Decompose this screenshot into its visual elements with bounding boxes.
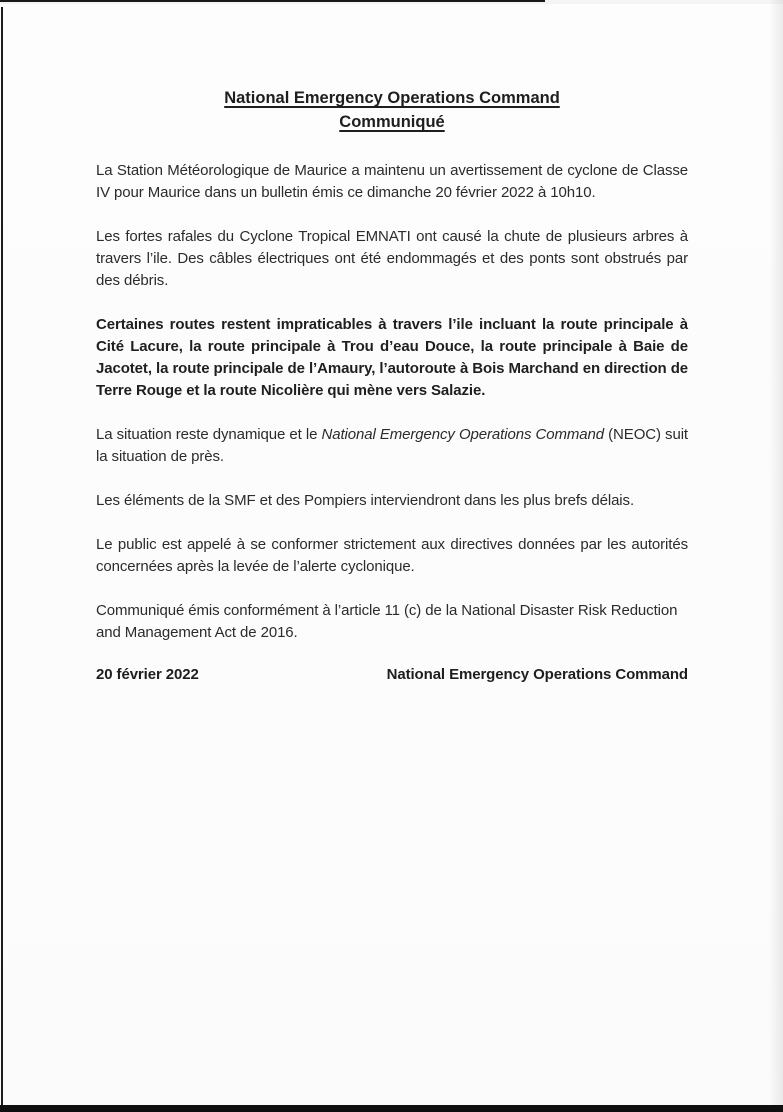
scan-edge-left-line: [1, 7, 3, 1112]
scan-edge-right-shadow: [769, 0, 783, 1112]
document-header: [96, 86, 688, 134]
document-subtitle: Communiqué: [339, 113, 445, 131]
scan-edge-bottom-bar: [0, 1105, 783, 1112]
paragraph-weather-warning: La Station Météorologique de Maurice a maintenu un avertissement de cyclone de Classe IV pour Maurice dans un bulletin émis ce dimanche 20 février 2022 à 10h10.: [96, 162, 688, 201]
paragraph-blocked-roads: Certaines routes restent impraticables à travers l’ile incluant la route principale à Cité Lacure, la route principale à Trou d’eau Douce, la route principale à Baie de Jacotet, la route principale de l’Amaury, l’autoroute à Bois Marchand en direction de Terre Rouge et la route Nicolière qui mène vers Salazie.: [96, 316, 688, 399]
signature-row: [96, 666, 688, 683]
document-title: National Emergency Operations Command: [224, 89, 560, 107]
paragraph-public-directives: Le public est appelé à se conformer strictement aux directives données par les autorités concernées après la levée de l’alerte cyclonique.: [96, 536, 688, 575]
paragraph-4-text-pre: La situation reste dynamique et le: [96, 426, 322, 443]
paragraph-legal-basis: Communiqué émis conformément à l’article 11 (c) de la National Disaster Risk Reduction and Management Act de 2016.: [96, 602, 678, 641]
neoc-organization-name-italic: National Emergency Operations Command: [321, 426, 605, 443]
scan-edge-top-line: [0, 0, 545, 2]
paragraph-cyclone-damage: Les fortes rafales du Cyclone Tropical EMNATI ont causé la chute de plusieurs arbres à travers l’ile. Des câbles électriques ont été endommagés et des ponts sont obstrués par des débris.: [96, 228, 688, 289]
paragraph-4-text-post: (NEOC) suit la situation de près.: [96, 426, 688, 465]
paragraph-situation-dynamic: [96, 424, 688, 468]
issuing-organization: National Emergency Operations Command: [386, 666, 688, 683]
paragraph-smf-pompiers: Les éléments de la SMF et des Pompiers interviendront dans les plus brefs délais.: [96, 492, 635, 509]
issue-date: 20 février 2022: [96, 666, 199, 683]
document-content: [96, 86, 688, 683]
